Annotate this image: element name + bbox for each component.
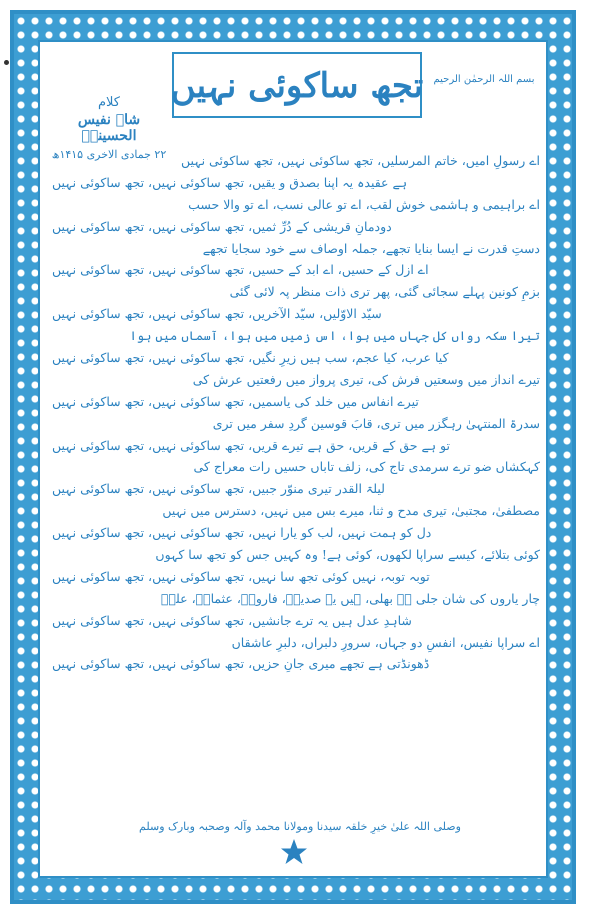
verse-line: کیا عرب، کیا عجم، سب ہیں زیرِ نگیں، تجھ ساکوئی نہیں، تجھ ساکوئی نہیں [52,350,449,366]
verse-line: ڈھونڈتی ہے تجھے میری جانِ حزیں، تجھ ساکوئی نہیں، تجھ ساکوئی نہیں [52,656,430,672]
page-title: تجھ ساکوئی نہیں [170,65,424,106]
verse-line: شاہدِ عدل ہیں یہ ترے جانشیں، تجھ ساکوئی نہیں، تجھ ساکوئی نہیں [52,612,412,628]
verse-line: دودمانِ قریشی کے دُرِّ ثمیں، تجھ ساکوئی نہیں، تجھ ساکوئی نہیں [52,218,392,234]
verse-line: کہکشاں ضو ترے سرمدی تاج کی، زلف تاباں حسیں رات معراج کی [193,459,540,475]
scan-speck [4,60,9,65]
verse-line: اے براہیمی و ہاشمی خوش لقب، اے تو عالی نسب، اے تو والا حسب [188,196,540,212]
verse-line: اے ازل کے حسیں، اے ابد کے حسیں، تجھ ساکوئی نہیں، تجھ ساکوئی نہیں [52,262,429,278]
verse-line: توبہ توبہ، نہیں کوئی تجھ سا نہیں، تجھ ساکوئی نہیں، تجھ ساکوئی نہیں [52,568,430,584]
verse-line: ہے عقیدہ یہ اپنا بصدق و یقیں، تجھ ساکوئی نہیں، تجھ ساکوئی نہیں [52,174,408,190]
verse-line: اے رسولِ امیں، خاتم المرسلیں، تجھ ساکوئی نہیں، تجھ ساکوئی نہیں [180,153,540,168]
closing-salutation: وصلی اللہ علیٰ خیرِ خلقہ سیدنا ومولانا محمد وآلہ وصحبہ وبارک وسلم [139,820,461,833]
verse-line: سیّد الاوّلیں، سیّد الآخریں، تجھ ساکوئی نہیں، تجھ ساکوئی نہیں [52,306,382,322]
verse-line: مصطفیٰ، مجتبیٰ، تیری مدح و ثنا، میرے بس میں نہیں، دسترس میں نہیں [162,503,540,519]
verse-line: تیرے انداز میں وسعتیں فرش کی، تیری پرواز میں رفعتیں عرش کی [192,371,540,387]
verse-line: دستِ قدرت نے ایسا بنایا تجھے، جملہ اوصاف سے خود سجایا تجھے [202,240,540,256]
verse-line: تیرے انفاس میں خلد کی یاسمیں، تجھ ساکوئی نہیں، تجھ ساکوئی نہیں [52,393,419,409]
verse-line: اے سراپا نفیس، انفسِ دو جہاں، سرورِ دلبراں، دلبرِ عاشقاں [231,634,540,650]
poem-date: ۲۲ جمادی الاخری ۱۴۱۵ھ [51,148,167,161]
verse-line: دل کو ہمت نہیں، لب کو یارا نہیں، تجھ ساکوئی نہیں، تجھ ساکوئی نہیں [52,525,432,541]
poet-name: شاہ نفیس الحسینیؒ [77,112,141,144]
title-frame [172,52,422,118]
kalam-label: کلام [98,95,120,110]
verse-line: کوئی بتلائے، کیسے سراپا لکھوں، کوئی ہے! وہ کہیں جس کو تجھ سا کہوں [155,547,540,563]
bismillah: بسم اللہ الرحمٰن الرحیم [433,74,535,85]
verses [52,150,540,675]
verse-line: تو ہے حق کے قریں، حق ہے تیرے قریں، تجھ ساکوئی نہیں، تجھ ساکوئی نہیں [52,437,450,453]
verse-line: تیرا سکہ رواں کل جہاں میں ہوا، اس زمیں میں ہوا، آسماں میں ہوا [129,328,540,344]
star-icon [280,838,308,866]
verse-line: بزمِ کونین پہلے سجائی گئی، پھر تری ذات منظر پہ لائی گئی [229,284,540,300]
verse-line: لیلۃ القدر تیری منوّر جبیں، تجھ ساکوئی نہیں، تجھ ساکوئی نہیں [52,481,385,497]
verse-line: سدرۃ المنتہیٰ رہگزر میں تری، قابَ قوسین گردِ سفر میں تری [212,415,540,431]
verse-line: چار یاروں کی شان جلی ہے بھلی، ہیں یہ صدیقؓ، فاروقؓ، عثمانؓ، علیؓ [161,590,540,606]
